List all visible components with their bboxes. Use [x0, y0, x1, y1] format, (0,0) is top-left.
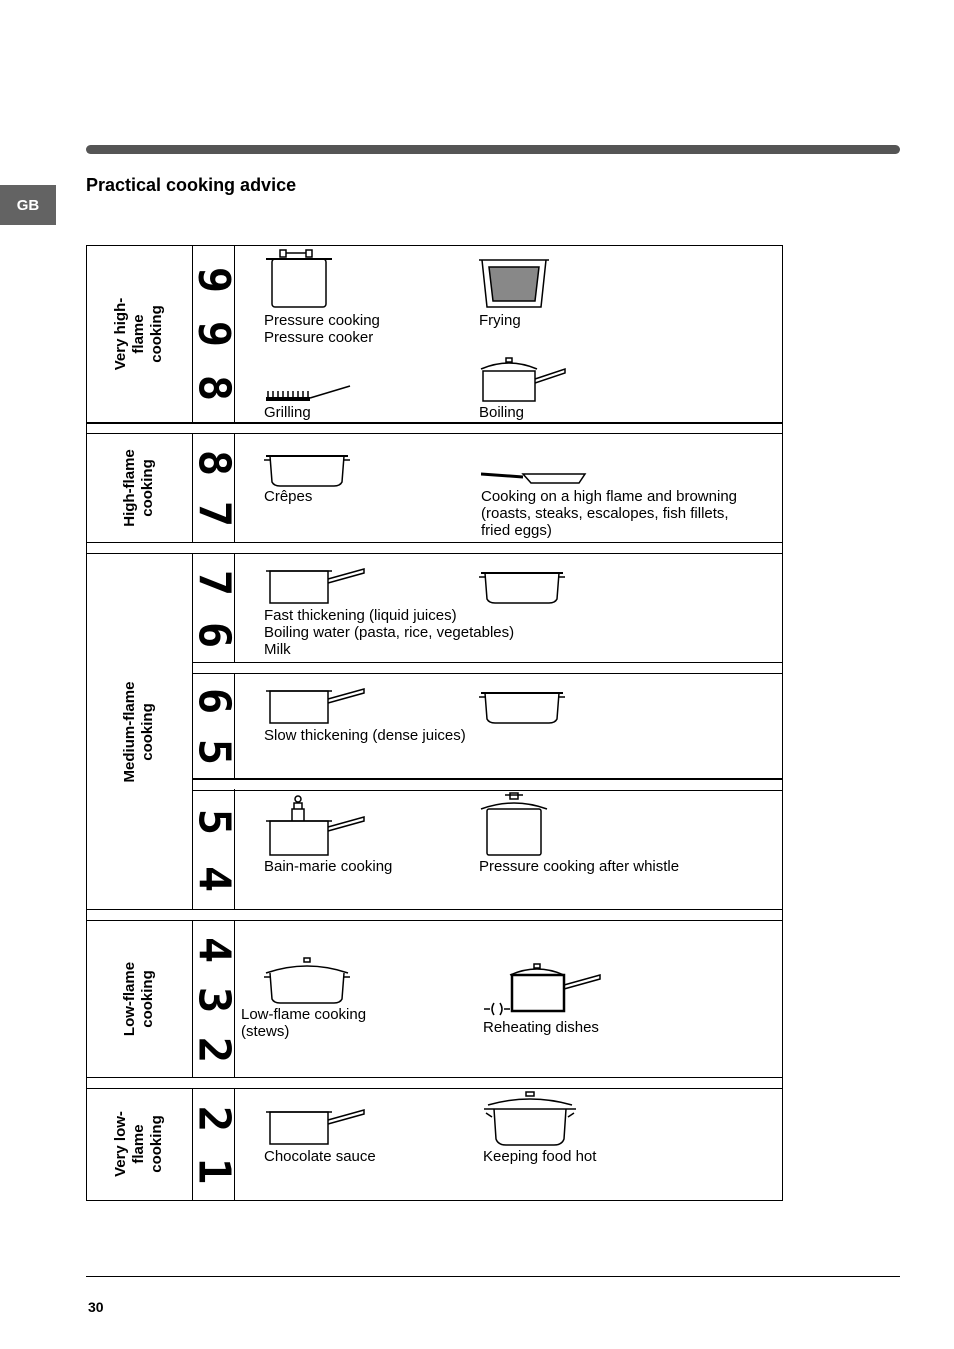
- power-level-digit: 6: [188, 687, 239, 714]
- item-label: Cooking on a high flame and browning (roasts, steaks, escalopes, fish fillets, fried eggs): [481, 488, 738, 539]
- item-label: Fast thickening (liquid juices) Boiling water (pasta, rice, vegetables) Milk: [264, 607, 515, 658]
- item-label: Chocolate sauce: [264, 1148, 376, 1165]
- saucepan-lid-icon: [479, 357, 569, 403]
- category-very-low-flame: Very low- flame cooking: [111, 1111, 165, 1177]
- power-level-digit: 3: [188, 986, 239, 1014]
- cooking-advice-table: [86, 245, 783, 1201]
- power-level-digit: 7: [188, 500, 239, 527]
- power-level-digit: 5: [188, 738, 239, 765]
- page-number: 30: [88, 1299, 104, 1315]
- saucepan-icon: [266, 685, 366, 725]
- power-levels: [188, 793, 239, 907]
- casserole-lid-icon: [264, 957, 350, 1005]
- power-levels: [188, 253, 239, 415]
- saucepan-icon: [266, 565, 366, 605]
- casserole-icon: [264, 450, 350, 488]
- item-label: Frying: [479, 312, 521, 329]
- reheating-pan-icon: [482, 963, 604, 1021]
- category-low-flame: Low-flame cooking: [121, 961, 156, 1037]
- footer-rule: [86, 1276, 900, 1277]
- power-levels: [188, 437, 239, 539]
- item-label: Keeping food hot: [483, 1148, 597, 1165]
- power-level-digit: 5: [188, 808, 239, 835]
- category-high-flame: High-flame cooking: [120, 449, 156, 527]
- power-level-digit: 2: [188, 1036, 239, 1064]
- language-tab: GB: [0, 185, 56, 225]
- power-levels: [188, 557, 239, 661]
- casserole-icon: [479, 687, 565, 725]
- item-label: Pressure cooking Pressure cooker: [264, 312, 380, 346]
- grill-pan-icon: [266, 383, 352, 403]
- pressure-cooker-icon: [479, 791, 549, 857]
- power-level-digit: 1: [188, 1157, 239, 1185]
- saucepan-icon: [266, 1106, 366, 1146]
- page-title: Practical cooking advice: [86, 175, 297, 195]
- item-label: Reheating dishes: [483, 1019, 599, 1036]
- power-level-digit: 8: [188, 374, 239, 402]
- bain-marie-icon: [266, 795, 366, 857]
- item-label: Pressure cooking after whistle: [479, 858, 680, 875]
- item-label: Slow thickening (dense juices): [264, 727, 466, 744]
- fryer-basket-icon: [479, 257, 549, 309]
- category-medium-flame: Medium-flame cooking: [121, 681, 156, 782]
- power-level-digit: 9: [188, 266, 239, 294]
- power-level-digit: 9: [188, 320, 239, 348]
- item-label: Boiling: [479, 404, 525, 421]
- item-label: Bain-marie cooking: [264, 858, 393, 875]
- header-rule: [86, 145, 900, 154]
- category-very-high-flame: Very high-flame cooking: [112, 297, 165, 371]
- power-levels: [188, 1093, 239, 1197]
- power-levels: [188, 925, 239, 1075]
- item-label: Grilling: [264, 404, 311, 421]
- power-levels: [188, 675, 239, 777]
- pressure-cooker-icon: [264, 247, 334, 309]
- power-level-digit: 4: [188, 936, 239, 964]
- power-level-digit: 4: [188, 865, 239, 892]
- power-level-digit: 7: [188, 569, 239, 597]
- power-level-digit: 2: [188, 1105, 239, 1133]
- table-border-bottom: [86, 1200, 783, 1201]
- casserole-icon: [479, 567, 565, 605]
- item-label: Low-flame cooking (stews): [241, 1006, 367, 1040]
- item-label: Crêpes: [264, 488, 313, 505]
- covered-pot-icon: [482, 1091, 578, 1147]
- frying-pan-icon: [481, 471, 587, 485]
- power-level-digit: 8: [188, 449, 239, 476]
- power-level-digit: 6: [188, 621, 239, 649]
